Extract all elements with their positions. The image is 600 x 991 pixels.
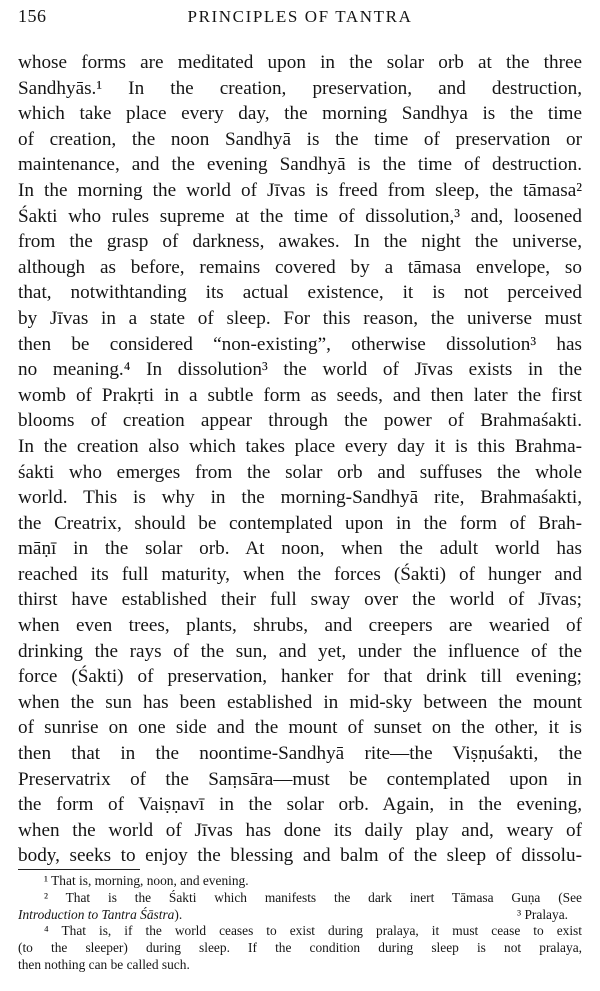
footnote-4: ⁴ That is, if the world ceases to exist during pralaya, it must cease to exist xyxy=(44,923,582,939)
body-text xyxy=(18,50,582,869)
footnote-2-continued xyxy=(18,907,582,924)
body-line: Preservatrix of the Saṃsāra—must be contemplated upon in xyxy=(18,768,582,790)
running-title: PRINCIPLES OF TANTRA xyxy=(187,7,413,26)
body-line: Śakti who rules supreme at the time of dissolution,³ and, loosened xyxy=(18,205,582,227)
body-line: whose forms are meditated upon in the solar orb at the three xyxy=(18,52,582,73)
body-line: body, seeks to enjoy the blessing and balm of the sleep of dissolu- xyxy=(18,845,582,867)
body-line: womb of Prakṛti in a subtle form as seeds, and then later the first xyxy=(18,384,582,406)
body-line: māṇī in the solar orb. At noon, when the adult world has xyxy=(18,538,582,560)
body-line: by Jīvas in a state of sleep. For this reason, the universe must xyxy=(18,307,582,329)
body-line: śakti who emerges from the solar orb and suffuses the whole xyxy=(18,461,582,483)
body-line: no meaning.⁴ In dissolution³ the world of Jīvas exists in the xyxy=(18,359,582,381)
body-line: from the grasp of darkness, awakes. In the night the universe, xyxy=(18,231,582,253)
body-line: thirst have established their full sway over the world of Jīvas; xyxy=(18,589,582,611)
footnote-2: ² That is the Śakti which manifests the dark inert Tāmasa Guṇa (See xyxy=(44,889,582,905)
body-line: In the morning the world of Jīvas is freed from sleep, the tāmasa² xyxy=(18,179,582,201)
body-line: reached its full maturity, when the forces (Śakti) of hunger and xyxy=(18,563,582,585)
footnote-2-reference xyxy=(18,907,182,924)
body-line: although as before, remains covered by a tāmasa envelope, so xyxy=(18,256,582,278)
body-line: then be considered “non-existing”, otherwise dissolution³ has xyxy=(18,333,582,355)
body-line: then that in the noontime-Sandhyā rite—the Viṣṇuśakti, the xyxy=(18,743,582,765)
page-header xyxy=(18,6,582,30)
footnote-3: ³ Pralaya. xyxy=(517,906,568,922)
footnote-divider xyxy=(18,869,140,870)
footnote-book-title: Introduction to Tantra Śāstra xyxy=(18,906,175,922)
body-line: of creation, the noon Sandhyā is the time of preservation or xyxy=(18,128,582,150)
body-line: In the creation also which takes place every day it is this Brahma- xyxy=(18,435,582,457)
body-line: when even trees, plants, shrubs, and creepers are wearied of xyxy=(18,615,582,637)
footnotes xyxy=(18,873,582,974)
body-line: when the sun has been established in mid-sky between the mount xyxy=(18,691,582,713)
body-line: maintenance, and the evening Sandhyā is the time of destruction. xyxy=(18,154,582,176)
body-line: drinking the rays of the sun, and yet, under the influence of the xyxy=(18,640,582,662)
body-line: world. This is why in the morning-Sandhyā rite, Brahmaśakti, xyxy=(18,487,582,509)
page-number: 156 xyxy=(18,6,47,26)
body-line: when the world of Jīvas has done its daily play and, weary of xyxy=(18,819,582,841)
footnote-4-line-3: then nothing can be called such. xyxy=(18,956,190,972)
footnote-4-line-2: (to the sleeper) during sleep. If the condition during sleep is not pralaya, xyxy=(18,940,582,956)
body-line: Sandhyās.¹ In the creation, preservation, and destruction, xyxy=(18,77,582,99)
footnote-1: ¹ That is, morning, noon, and evening. xyxy=(44,873,249,888)
footnote-2-close: ). xyxy=(174,906,183,922)
body-line: force (Śakti) of preservation, hanker for that drink till evening; xyxy=(18,666,582,688)
body-line: that, notwithtanding its actual existence, it is not perceived xyxy=(18,282,582,304)
body-line: blooms of creation appear through the power of Brahmaśakti. xyxy=(18,410,582,432)
body-line: of sunrise on one side and the mount of sunset on the other, it is xyxy=(18,717,582,739)
body-line: the form of Vaiṣṇavī in the solar orb. Again, in the evening, xyxy=(18,794,582,816)
body-line: which take place every day, the morning Sandhya is the time xyxy=(18,103,582,125)
body-line: the Creatrix, should be contemplated upon in the form of Brah- xyxy=(18,512,582,534)
